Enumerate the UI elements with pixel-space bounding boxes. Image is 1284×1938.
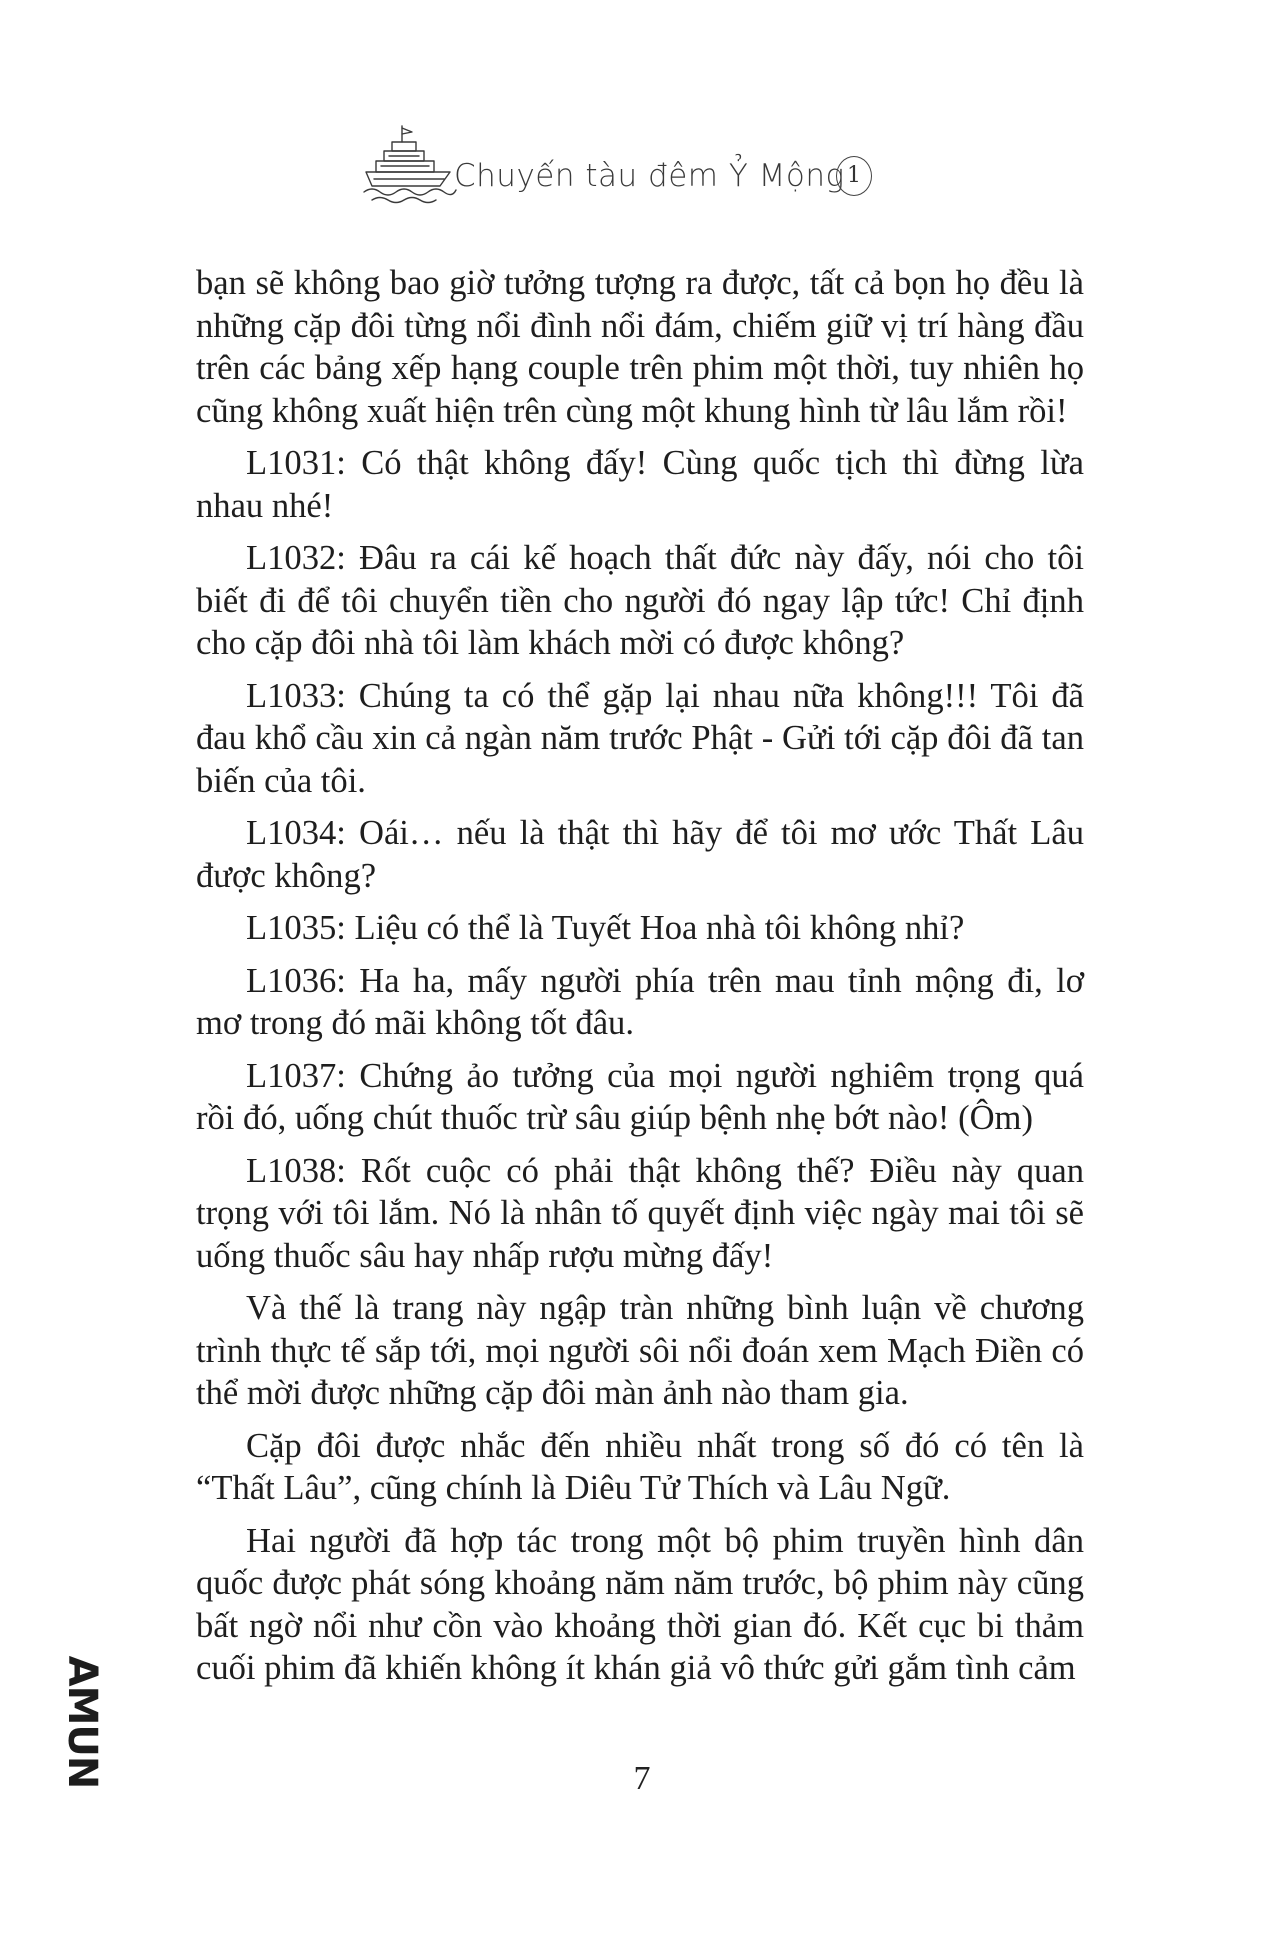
paragraph: Hai người đã hợp tác trong một bộ phim truyền hình dân quốc được phát sóng khoảng năm năm trước, bộ phim này cũng bất ngờ nổi như cồn vào khoảng thời gian đó. Kết cục bi thảm cuối phim đã khiến không ít khán giả vô thức gửi gắm tình cảm	[196, 1521, 1084, 1687]
publisher-logo-text: AMUN	[59, 1655, 105, 1789]
paragraph: bạn sẽ không bao giờ tưởng tượng ra được, tất cả bọn họ đều là những cặp đôi từng nổi đình nổi đám, chiếm giữ vị trí hàng đầu trên các bảng xếp hạng couple trên phim một thời, tuy nhiên họ cũng không xuất hiện trên cùng một khung hình từ lâu lắm rồi!	[196, 264, 1084, 430]
page-body	[196, 262, 1084, 1700]
paragraph: L1034: Oái… nếu là thật thì hãy để tôi mơ ước Thất Lâu được không?	[196, 814, 1084, 895]
paragraph: L1031: Có thật không đấy! Cùng quốc tịch thì đừng lừa nhau nhé!	[196, 444, 1084, 525]
ship-icon	[362, 120, 458, 206]
paragraph: L1035: Liệu có thể là Tuyết Hoa nhà tôi không nhỉ?	[246, 909, 965, 947]
running-header	[362, 108, 902, 208]
paragraph: L1037: Chứng ảo tưởng của mọi người nghiêm trọng quá rồi đó, uống chút thuốc trừ sâu giúp bệnh nhẹ bớt nào! (Ôm)	[196, 1056, 1084, 1137]
paragraph: L1033: Chúng ta có thể gặp lại nhau nữa không!!! Tôi đã đau khổ cầu xin cả ngàn năm trước Phật - Gửi tới cặp đôi đã tan biến của tôi.	[196, 676, 1084, 800]
paragraph: L1036: Ha ha, mấy người phía trên mau tỉnh mộng đi, lơ mơ trong đó mãi không tốt đâu.	[196, 961, 1084, 1042]
paragraph: Và thế là trang này ngập tràn những bình luận về chương trình thực tế sắp tới, mọi người sôi nổi đoán xem Mạch Điền có thể mời được những cặp đôi màn ảnh nào tham gia.	[196, 1289, 1084, 1412]
volume-badge: 1	[836, 156, 872, 196]
page-number: 7	[633, 1760, 651, 1797]
book-title: Chuyến tàu đêm Ỷ Mộng	[454, 158, 845, 194]
paragraph: L1032: Đâu ra cái kế hoạch thất đức này đấy, nói cho tôi biết đi để tôi chuyển tiền cho người đó ngay lập tức! Chỉ định cho cặp đôi nhà tôi làm khách mời có được không?	[196, 539, 1084, 662]
paragraph: L1038: Rốt cuộc có phải thật không thế? Điều này quan trọng với tôi lắm. Nó là nhân tố quyết định việc ngày mai tôi sẽ uống thuốc sâu hay nhấp rượu mừng đấy!	[196, 1151, 1084, 1275]
paragraph: Cặp đôi được nhắc đến nhiều nhất trong số đó có tên là “Thất Lâu”, cũng chính là Diêu Tử Thích và Lâu Ngữ.	[196, 1426, 1084, 1507]
